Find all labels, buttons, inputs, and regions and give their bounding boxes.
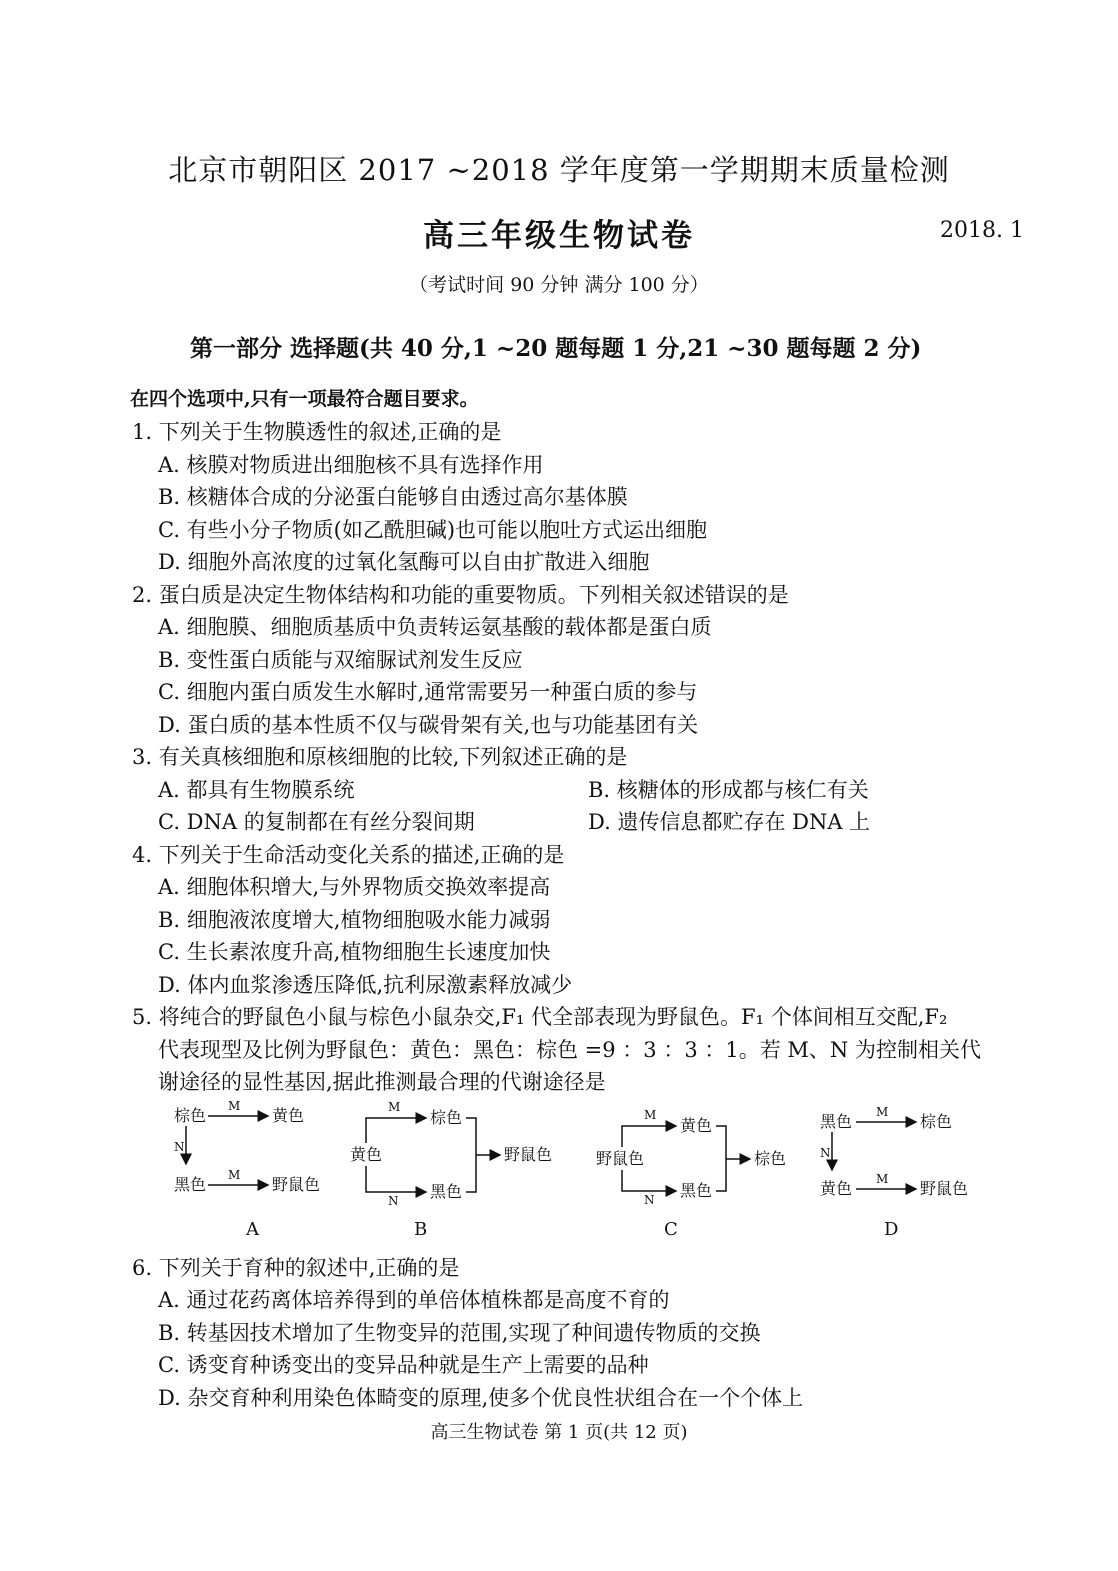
d-black: 黑色 xyxy=(820,1112,853,1131)
question-1-option-d: D. 细胞外高浓度的过氧化氢酶可以自由扩散进入细胞 xyxy=(158,550,650,574)
b-start: 黄色 xyxy=(350,1145,383,1164)
question-2-stem: 2. 蛋白质是决定生物体结构和功能的重要物质。下列相关叙述错误的是 xyxy=(132,583,789,607)
question-1-stem: 1. 下列关于生物膜透性的叙述,正确的是 xyxy=(132,420,502,444)
c-bracket xyxy=(716,1126,726,1191)
part-heading: 第一部分 选择题(共 40 分,1 ~20 题每题 1 分,21 ~30 题每题 2 分) xyxy=(190,335,922,362)
question-4-option-b: B. 细胞液浓度增大,植物细胞吸水能力减弱 xyxy=(158,908,551,932)
diagram-label-b: B xyxy=(414,1219,428,1240)
question-1-option-a: A. 核膜对物质进出细胞核不具有选择作用 xyxy=(158,453,544,477)
question-5-stem-line-3: 谢途径的显性基因,据此推测最合理的代谢途径是 xyxy=(158,1070,606,1094)
question-4-stem: 4. 下列关于生命活动变化关系的描述,正确的是 xyxy=(132,843,565,867)
c-arrow-bottom xyxy=(622,1170,676,1191)
diagram-label-d: D xyxy=(884,1219,899,1240)
instruction: 在四个选项中,只有一项最符合题目要求。 xyxy=(130,388,479,410)
exam-title: 北京市朝阳区 2017 ~2018 学年度第一学期期末质量检测 xyxy=(168,153,950,187)
question-3-stem: 3. 有关真核细胞和原核细胞的比较,下列叙述正确的是 xyxy=(132,745,628,769)
c-gene-m: M xyxy=(644,1108,657,1122)
page-footer: 高三生物试卷 第 1 页(共 12 页) xyxy=(430,1422,688,1443)
diagram-label-a: A xyxy=(246,1219,259,1240)
exam-info: （考试时间 90 分钟 满分 100 分） xyxy=(409,274,709,296)
diagram-c xyxy=(596,1108,786,1240)
exam-subtitle: 高三年级生物试卷 xyxy=(423,218,695,254)
b-gene-n: N xyxy=(388,1194,399,1208)
b-end: 野鼠色 xyxy=(504,1145,553,1164)
a-wild: 野鼠色 xyxy=(272,1175,321,1194)
a-gene-m-top: M xyxy=(228,1099,241,1113)
question-3-option-b: B. 核糖体的形成都与核仁有关 xyxy=(588,778,869,802)
diagram-d xyxy=(820,1105,968,1240)
c-bottom: 黑色 xyxy=(680,1181,713,1200)
c-gene-n: N xyxy=(644,1193,655,1207)
c-end: 棕色 xyxy=(754,1149,787,1168)
b-gene-m: M xyxy=(388,1100,401,1114)
question-4-option-d: D. 体内血浆渗透压降低,抗利尿激素释放减少 xyxy=(158,973,573,997)
exam-date: 2018. 1 xyxy=(940,218,1024,243)
d-brown: 棕色 xyxy=(920,1112,953,1131)
question-4-option-c: C. 生长素浓度升高,植物细胞生长速度加快 xyxy=(158,940,551,964)
b-bottom: 黑色 xyxy=(430,1182,463,1201)
diagram-b xyxy=(350,1100,552,1240)
b-top: 棕色 xyxy=(430,1108,463,1127)
diagram-label-c: C xyxy=(664,1219,678,1240)
question-6-option-a: A. 通过花药离体培养得到的单倍体植株都是高度不育的 xyxy=(158,1288,670,1312)
diagram-a xyxy=(174,1099,320,1240)
question-6-stem: 6. 下列关于育种的叙述中,正确的是 xyxy=(132,1256,460,1280)
question-2-option-c: C. 细胞内蛋白质发生水解时,通常需要另一种蛋白质的参与 xyxy=(158,680,698,704)
a-yellow: 黄色 xyxy=(272,1106,305,1125)
c-start: 野鼠色 xyxy=(596,1149,645,1168)
b-bracket xyxy=(466,1118,476,1192)
question-4-option-a: A. 细胞体积增大,与外界物质交换效率提高 xyxy=(158,875,551,899)
question-2-option-d: D. 蛋白质的基本性质不仅与碳骨架有关,也与功能基团有关 xyxy=(158,713,699,737)
d-wild: 野鼠色 xyxy=(920,1179,969,1198)
b-arrow-top xyxy=(366,1118,426,1143)
question-6-option-c: C. 诱变育种诱变出的变异品种就是生产上需要的品种 xyxy=(158,1353,649,1377)
b-arrow-bottom xyxy=(366,1166,426,1192)
a-gene-n: N xyxy=(174,1140,185,1154)
question-3-option-c: C. DNA 的复制都在有丝分裂间期 xyxy=(158,810,475,834)
question-6-option-b: B. 转基因技术增加了生物变异的范围,实现了种间遗传物质的交换 xyxy=(158,1321,761,1345)
question-3-option-a: A. 都具有生物膜系统 xyxy=(158,778,355,802)
metabolic-pathway-diagrams xyxy=(150,1094,990,1244)
question-1-option-b: B. 核糖体合成的分泌蛋白能够自由透过高尔基体膜 xyxy=(158,485,628,509)
question-5-stem-line-1: 5. 将纯合的野鼠色小鼠与棕色小鼠杂交,F₁ 代全部表现为野鼠色。F₁ 个体间相互交配,F₂ xyxy=(132,1005,948,1029)
d-yellow: 黄色 xyxy=(820,1179,853,1198)
a-brown: 棕色 xyxy=(174,1106,207,1125)
question-5-stem-line-2: 代表现型及比例为野鼠色：黄色：黑色：棕色 =9 ：3 ：3 ：1。若 M、N 为控制相关代 xyxy=(158,1038,981,1062)
d-gene-m-top: M xyxy=(876,1105,889,1119)
a-black: 黑色 xyxy=(174,1175,207,1194)
question-1-option-c: C. 有些小分子物质(如乙酰胆碱)也可能以胞吐方式运出细胞 xyxy=(158,518,708,542)
c-top: 黄色 xyxy=(680,1116,713,1135)
a-gene-m-bottom: M xyxy=(228,1168,241,1182)
c-arrow-top xyxy=(622,1126,676,1147)
d-gene-n: N xyxy=(820,1146,831,1160)
d-gene-m-bottom: M xyxy=(876,1172,889,1186)
question-6-option-d: D. 杂交育种利用染色体畸变的原理,使多个优良性状组合在一个个体上 xyxy=(158,1386,804,1410)
question-2-option-a: A. 细胞膜、细胞质基质中负责转运氨基酸的载体都是蛋白质 xyxy=(158,615,712,639)
question-2-option-b: B. 变性蛋白质能与双缩脲试剂发生反应 xyxy=(158,648,523,672)
question-3-option-d: D. 遗传信息都贮存在 DNA 上 xyxy=(588,810,871,834)
